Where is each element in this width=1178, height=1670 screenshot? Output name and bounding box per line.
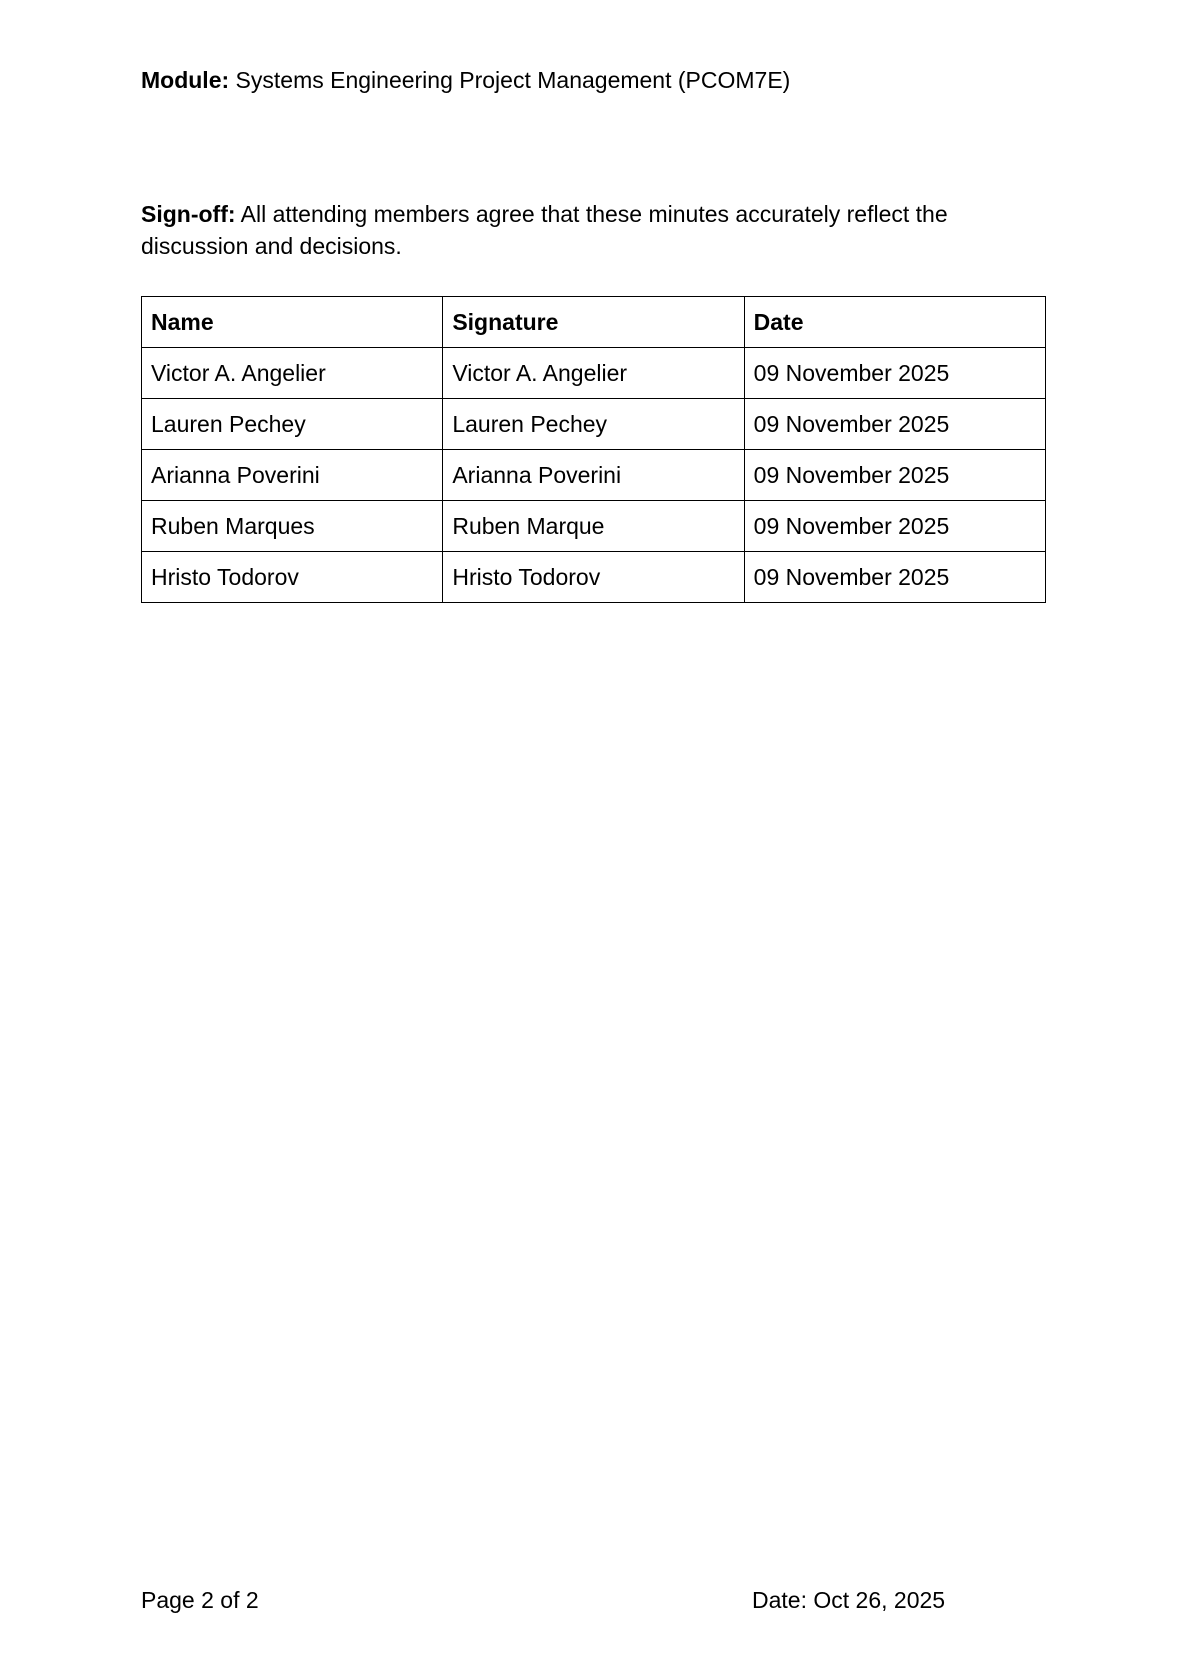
header-signature: Signature [443,297,744,348]
cell-date: 09 November 2025 [744,399,1045,450]
signoff-table [141,296,1046,603]
footer-date: Date: Oct 26, 2025 [752,1587,946,1613]
cell-date: 09 November 2025 [744,450,1045,501]
cell-name: Ruben Marques [142,501,443,552]
table-row [142,552,1046,603]
module-label: Module: [141,67,230,93]
cell-signature: Arianna Poverini [443,450,744,501]
table-row [142,348,1046,399]
cell-signature: Ruben Marque [443,501,744,552]
footer-page-number: Page 2 of 2 [141,1587,259,1613]
cell-name: Victor A. Angelier [142,348,443,399]
table-header-row [142,297,1046,348]
table-row [142,399,1046,450]
header-name: Name [142,297,443,348]
module-value: Systems Engineering Project Management (PCOM7E) [229,67,791,93]
cell-signature: Hristo Todorov [443,552,744,603]
cell-date: 09 November 2025 [744,501,1045,552]
signoff-label: Sign-off: [141,201,236,227]
cell-name: Lauren Pechey [142,399,443,450]
table-row [142,450,1046,501]
cell-signature: Lauren Pechey [443,399,744,450]
table-row [142,501,1046,552]
cell-signature: Victor A. Angelier [443,348,744,399]
cell-date: 09 November 2025 [744,348,1045,399]
signoff-paragraph [141,198,1041,262]
cell-name: Hristo Todorov [142,552,443,603]
header-date: Date [744,297,1045,348]
module-line [141,65,790,95]
cell-name: Arianna Poverini [142,450,443,501]
cell-date: 09 November 2025 [744,552,1045,603]
signoff-text: All attending members agree that these minutes accurately reflect the discussion and decisions. [141,201,948,259]
